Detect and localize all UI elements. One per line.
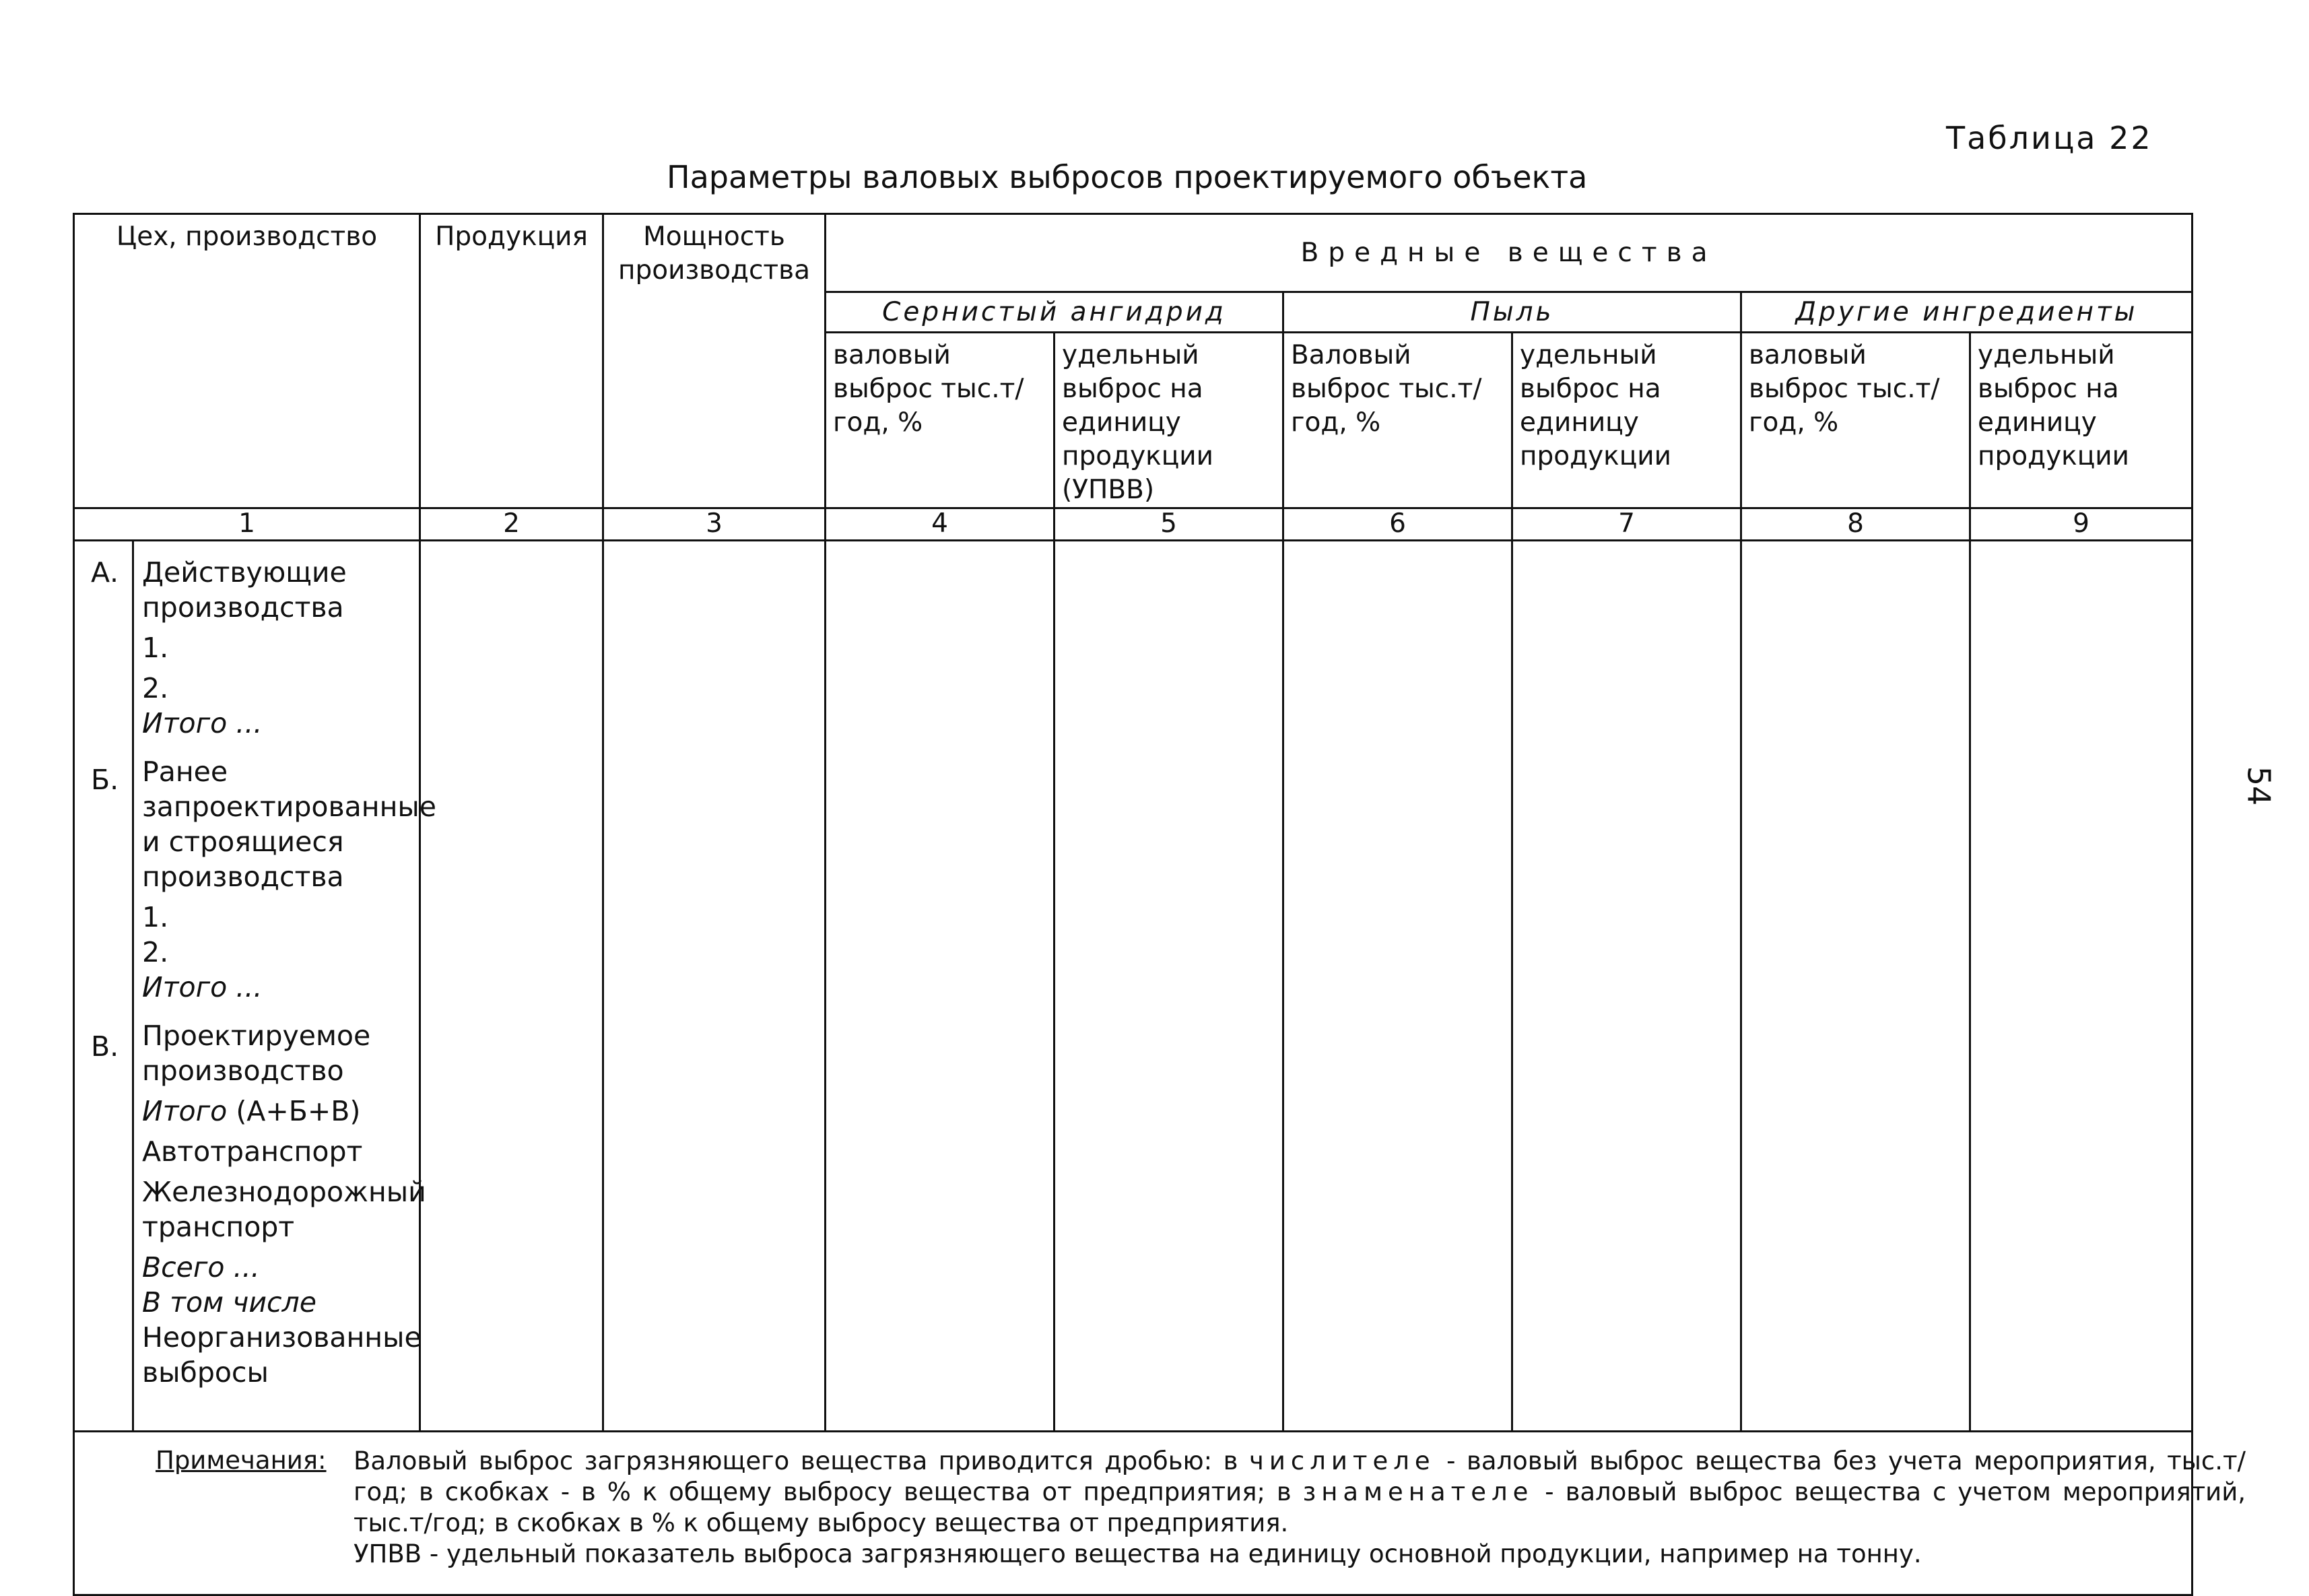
col-number: 3 — [603, 508, 826, 541]
row-b-total: Итого ... — [142, 971, 263, 1003]
row-a-item-2: 2. — [142, 672, 169, 704]
row-letter-v: В. — [91, 1030, 119, 1063]
table-title: Параметры валовых выбросов проектируемого объекта — [667, 159, 1588, 195]
col-number: 8 — [1741, 508, 1970, 541]
row-letter-a: А. — [91, 556, 119, 589]
empty-cell — [1055, 541, 1283, 1432]
col-number: 4 — [826, 508, 1055, 541]
row-a-total: Итого ... — [142, 707, 263, 739]
header-harmful-substances: Вредные вещества — [826, 214, 2193, 292]
row-v-total: Итого (А+Б+В) — [142, 1095, 361, 1127]
col-number: 2 — [420, 508, 603, 541]
row-items — [133, 541, 436, 1432]
empty-cell — [1970, 541, 2193, 1432]
row-a-title: Действующие производства — [142, 556, 347, 624]
col-number: 7 — [1512, 508, 1741, 541]
row-b-item-1: 1. — [142, 901, 169, 933]
row-rail-transport: Железнодорожный транспорт — [142, 1176, 426, 1243]
notes-section — [74, 1432, 2246, 1595]
empty-cell — [826, 541, 1055, 1432]
row-a-item-1: 1. — [142, 632, 169, 664]
header-capacity: Мощность производства — [603, 214, 826, 508]
col-number: 1 — [74, 508, 420, 541]
col-number: 5 — [1055, 508, 1283, 541]
row-including: В том числе — [142, 1286, 316, 1319]
row-letters — [74, 541, 133, 1432]
notes-paragraph-1: Валовый выброс загрязняющего вещества приводится дробью: в числителе - валовый выброс вещества без учета мероприятия, тыс.т/год; в скобках - в % к общему выбросу вещества от предприятия; в знаменателе - валовый выброс вещества с учетом мероприятий, тыс.т/год; в скобках в % к общему выбросу вещества от предприятия. — [354, 1447, 2246, 1537]
col-number: 9 — [1970, 508, 2193, 541]
header-sub-6: удельный выброс на единицу продукции — [1970, 333, 2193, 508]
page-number: 54 — [2240, 766, 2277, 806]
empty-cell — [420, 541, 603, 1432]
header-sub-4: удельный выброс на единицу продукции — [1512, 333, 1741, 508]
row-unorganized-emissions: Неорганизованные выбросы — [142, 1321, 422, 1389]
header-sub-1: валовый выброс тыс.т/год, % — [826, 333, 1055, 508]
row-motor-transport: Автотранспорт — [142, 1135, 363, 1168]
row-b-title: Ранее запроектированные и строящиеся производства — [142, 756, 436, 893]
row-letter-b: Б. — [91, 764, 119, 796]
row-v-title: Проектируемое производство — [142, 1020, 371, 1087]
col-number: 6 — [1283, 508, 1512, 541]
empty-cell — [603, 541, 826, 1432]
header-sub-2: удельный выброс на единицу продукции (УПВВ) — [1055, 333, 1283, 508]
header-workshop: Цех, производство — [74, 214, 420, 508]
row-all-total: Всего ... — [142, 1251, 260, 1284]
header-group-sulfur: Сернистый ангидрид — [826, 292, 1283, 333]
table-label: Таблица 22 — [1946, 120, 2153, 156]
empty-cell — [1741, 541, 1970, 1432]
empty-cell — [1283, 541, 1512, 1432]
header-group-dust: Пыль — [1283, 292, 1741, 333]
header-product: Продукция — [420, 214, 603, 508]
header-sub-5: валовый выброс тыс.т/год, % — [1741, 333, 1970, 508]
empty-cell — [1512, 541, 1741, 1432]
notes-text — [354, 1446, 2246, 1570]
emissions-table — [73, 213, 2246, 1596]
header-group-other: Другие ингредиенты — [1741, 292, 2193, 333]
notes-paragraph-2: УПВВ - удельный показатель выброса загрязняющего вещества на единицу основной продукции, например на тонну. — [354, 1539, 1922, 1568]
header-sub-3: Валовый выброс тыс.т/год, % — [1283, 333, 1512, 508]
row-b-item-2: 2. — [142, 936, 169, 968]
notes-label: Примечания: — [156, 1446, 327, 1475]
